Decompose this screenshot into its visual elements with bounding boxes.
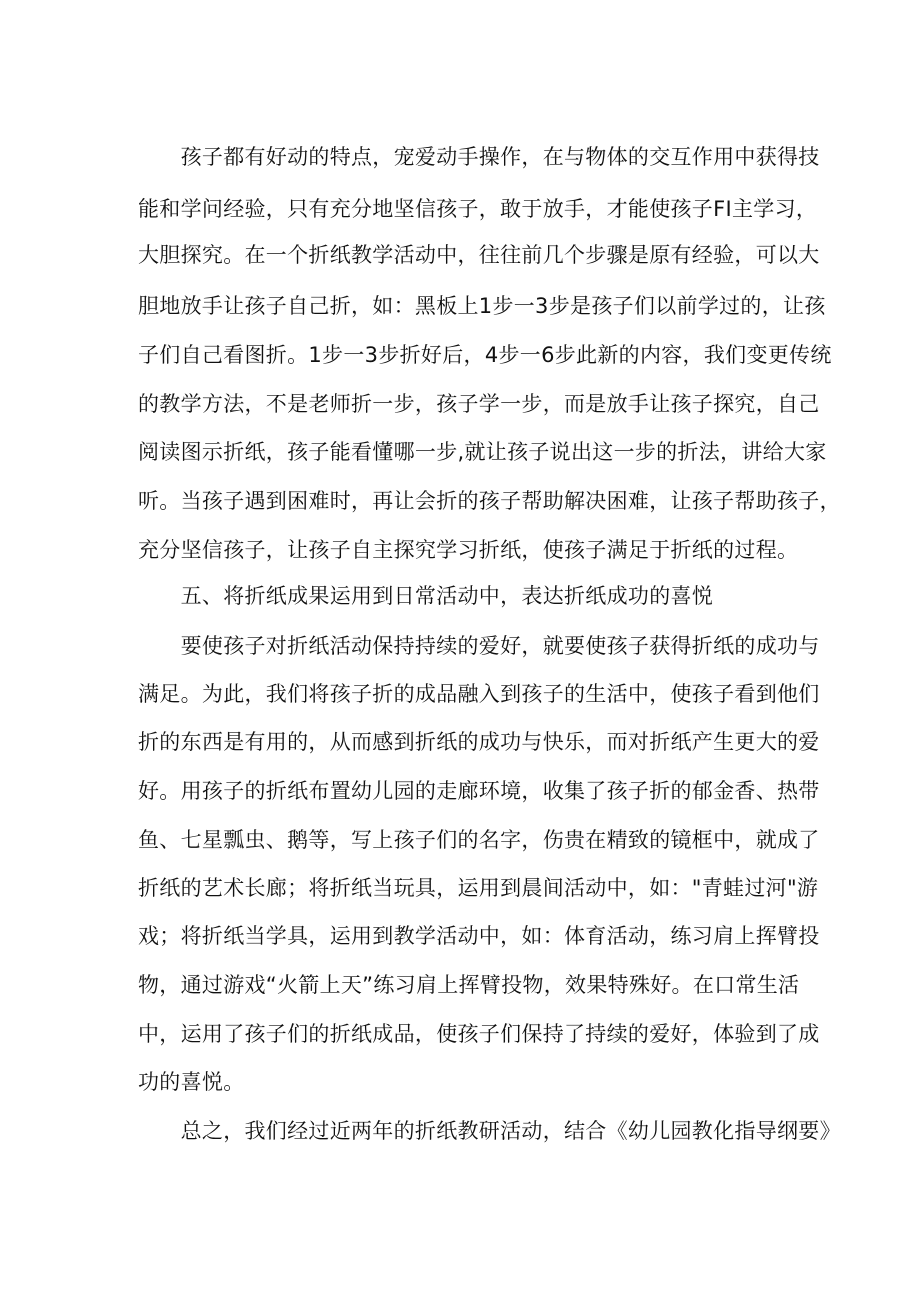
text-line: 折纸的艺术长廊；将折纸当玩具，运用到晨间活动中，如："青蛙过河"游 <box>138 876 819 900</box>
text-line: 胆地放手让孩子自己折，如：黑板上1步一3步是孩子们以前学过的，让孩 <box>138 294 826 318</box>
text-line: 大胆探究。在一个折纸教学活动中，往往前几个步骤是原有经验，可以大 <box>138 243 820 267</box>
text-line: 戏；将折纸当学具，运用到教学活动中，如：体育活动，练习肩上挥臂投 <box>138 924 820 948</box>
text-line: 子们自己看图折。1步一3步折好后，4步一6步此新的内容，我们变更传统 <box>138 343 832 367</box>
text-line: 中，运用了孩子们的折纸成品，使孩子们保持了持续的爱好，体验到了成 <box>138 1022 820 1046</box>
text-line: 的教学方法，不是老师折一步，孩子学一步，而是放手让孩子探究，自己 <box>138 392 820 416</box>
text-line: 能和学问经验，只有充分地坚信孩子，敢于放手，才能使孩子FI主学习， <box>138 197 818 221</box>
text-line: 鱼、七星瓢虫、鹅等，写上孩子们的名字，伤贵在精致的镜框中，就成了 <box>138 828 820 852</box>
text-line: 听。当孩子遇到困难时，再让会折的孩子帮助解决困难，让孩子帮助孩子， <box>138 489 841 513</box>
text-line: 折的东西是有用的，从而感到折纸的成功与快乐，而对折纸产生更大的爱 <box>138 730 820 754</box>
text-line: 好。用孩子的折纸布置幼儿园的走廊环境，收集了孩子折的郁金香、热带 <box>138 779 820 803</box>
text-line: 满足。为此，我们将孩子折的成品融入到孩子的生活中，使孩子看到他们 <box>138 682 820 706</box>
text-line: 总之，我们经过近两年的折纸教研活动，结合《幼儿园教化指导纲要》 <box>138 1119 841 1143</box>
text-line: 阅读图示折纸，孩子能看懂哪一步,就让孩子说出这一步的折法，讲给大家 <box>138 440 827 464</box>
text-line: 孩子都有好动的特点，宠爱动手操作，在与物体的交互作用中获得技 <box>138 145 820 169</box>
text-line: 物，通过游戏“火箭上天”练习肩上挥臂投物，效果特殊好。在口常生活 <box>138 973 800 997</box>
section-heading: 五、将折纸成果运用到日常活动中，表达折纸成功的喜悦 <box>138 584 714 608</box>
text-line: 充分坚信孩子，让孩子自主探究学习折纸，使孩子满足于折纸的过程。 <box>138 538 799 562</box>
text-line: 要使孩子对折纸活动保持持续的爱好，就要使孩子获得折纸的成功与 <box>138 634 820 658</box>
text-line: 功的喜悦。 <box>138 1070 245 1094</box>
